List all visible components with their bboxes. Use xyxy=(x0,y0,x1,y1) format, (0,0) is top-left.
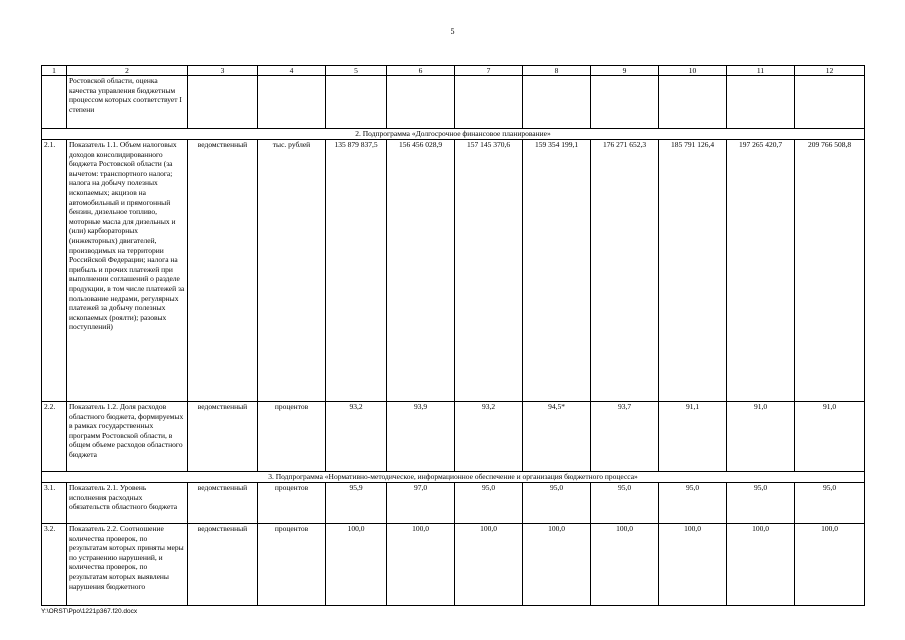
indicator-type: ведомственный xyxy=(188,402,258,472)
indicator-name: Показатель 1.2. Доля расходов областного бюджета, формируемых в рамках государственных программ Ростовской области, в общем объеме расходов областного бюджета xyxy=(67,402,188,472)
column-number: 5 xyxy=(326,66,387,76)
table-row xyxy=(42,483,865,524)
column-number: 12 xyxy=(795,66,865,76)
column-number: 11 xyxy=(727,66,795,76)
value-cell: 135 879 837,5 xyxy=(326,140,387,402)
value-cell: 157 145 370,6 xyxy=(455,140,523,402)
value-cell: 93,2 xyxy=(455,402,523,472)
table-row xyxy=(42,140,865,402)
indicators-table xyxy=(41,65,865,606)
value-cell: 156 456 028,9 xyxy=(387,140,455,402)
value-cell: 100,0 xyxy=(659,524,727,606)
table-row xyxy=(42,524,865,606)
value-cell: 100,0 xyxy=(591,524,659,606)
value-cell: 93,2 xyxy=(326,402,387,472)
row-number: 2.2. xyxy=(42,402,67,472)
indicator-type: ведомственный xyxy=(188,524,258,606)
row-number: 2.1. xyxy=(42,140,67,402)
value-cell: 100,0 xyxy=(795,524,865,606)
value-cell: 209 766 508,8 xyxy=(795,140,865,402)
indicator-name: Показатель 2.1. Уровень исполнения расходных обязательств областного бюджета xyxy=(67,483,188,524)
unit: процентов xyxy=(258,524,326,606)
value-cell: 97,0 xyxy=(387,483,455,524)
value-cell: 94,5* xyxy=(523,402,591,472)
indicator-name: Ростовской области, оценка качества управления бюджетным процессом которых соответствует I степени xyxy=(67,76,188,129)
table-row-continuation xyxy=(42,76,865,129)
value-cell: 100,0 xyxy=(523,524,591,606)
value-cell: 95,0 xyxy=(591,483,659,524)
column-number: 8 xyxy=(523,66,591,76)
value-cell: 93,7 xyxy=(591,402,659,472)
value-cell: 100,0 xyxy=(326,524,387,606)
column-number: 1 xyxy=(42,66,67,76)
value-cell: 95,0 xyxy=(659,483,727,524)
value-cell: 95,0 xyxy=(795,483,865,524)
indicator-name: Показатель 1.1. Объем налоговых доходов консолидированного бюджета Ростовской области (за вычетом: транспортного налога; налога на добычу полезных ископаемых; акцизов на автомобильный и прямогонный бензин, дизельное топливо, моторные масла для дизельных и (или) карбюраторных (инжекторных) двигателей, производимых на территории Российской Федерации; налога на прибыль и прочих платежей при выполнении соглашений о разделе продукции, в том числе платежей за пользование недрами, регулярных платежей за добычу полезных ископаемых (роялти); разовых поступлений) xyxy=(67,140,188,402)
column-number: 9 xyxy=(591,66,659,76)
column-number: 6 xyxy=(387,66,455,76)
section-title: 3. Подпрограмма «Нормативно-методическое, информационное обеспечение и организация бюджетного процесса» xyxy=(42,472,865,483)
indicator-type: ведомственный xyxy=(188,140,258,402)
row-number: 3.1. xyxy=(42,483,67,524)
column-number: 3 xyxy=(188,66,258,76)
value-cell: 91,0 xyxy=(795,402,865,472)
value-cell: 100,0 xyxy=(727,524,795,606)
file-path-footer: Y:\ORST\Ppo\1221p367.f20.docx xyxy=(41,608,138,615)
value-cell: 93,9 xyxy=(387,402,455,472)
value-cell: 91,0 xyxy=(727,402,795,472)
value-cell: 197 265 420,7 xyxy=(727,140,795,402)
value-cell: 95,0 xyxy=(727,483,795,524)
unit: процентов xyxy=(258,402,326,472)
value-cell: 91,1 xyxy=(659,402,727,472)
section-row xyxy=(42,472,865,483)
column-number: 7 xyxy=(455,66,523,76)
indicator-name: Показатель 2.2. Соотношение количества проверок, по результатам которых приняты меры по устранению нарушений, и количества проверок, по результатам которых выявлены нарушения бюджетного xyxy=(67,524,188,606)
value-cell: 100,0 xyxy=(455,524,523,606)
value-cell: 95,0 xyxy=(523,483,591,524)
value-cell: 100,0 xyxy=(387,524,455,606)
value-cell: 95,9 xyxy=(326,483,387,524)
unit: процентов xyxy=(258,483,326,524)
section-title: 2. Подпрограмма «Долгосрочное финансовое планирование» xyxy=(42,129,865,140)
value-cell: 95,0 xyxy=(455,483,523,524)
value-cell: 159 354 199,1 xyxy=(523,140,591,402)
value-cell: 176 271 652,3 xyxy=(591,140,659,402)
section-row xyxy=(42,129,865,140)
unit: тыс. рублей xyxy=(258,140,326,402)
column-number: 4 xyxy=(258,66,326,76)
column-number: 10 xyxy=(659,66,727,76)
column-number: 2 xyxy=(67,66,188,76)
page-number: 5 xyxy=(450,27,455,36)
table-row xyxy=(42,402,865,472)
indicator-type: ведомственный xyxy=(188,483,258,524)
value-cell: 185 791 126,4 xyxy=(659,140,727,402)
row-number: 3.2. xyxy=(42,524,67,606)
column-number-row xyxy=(42,66,865,76)
